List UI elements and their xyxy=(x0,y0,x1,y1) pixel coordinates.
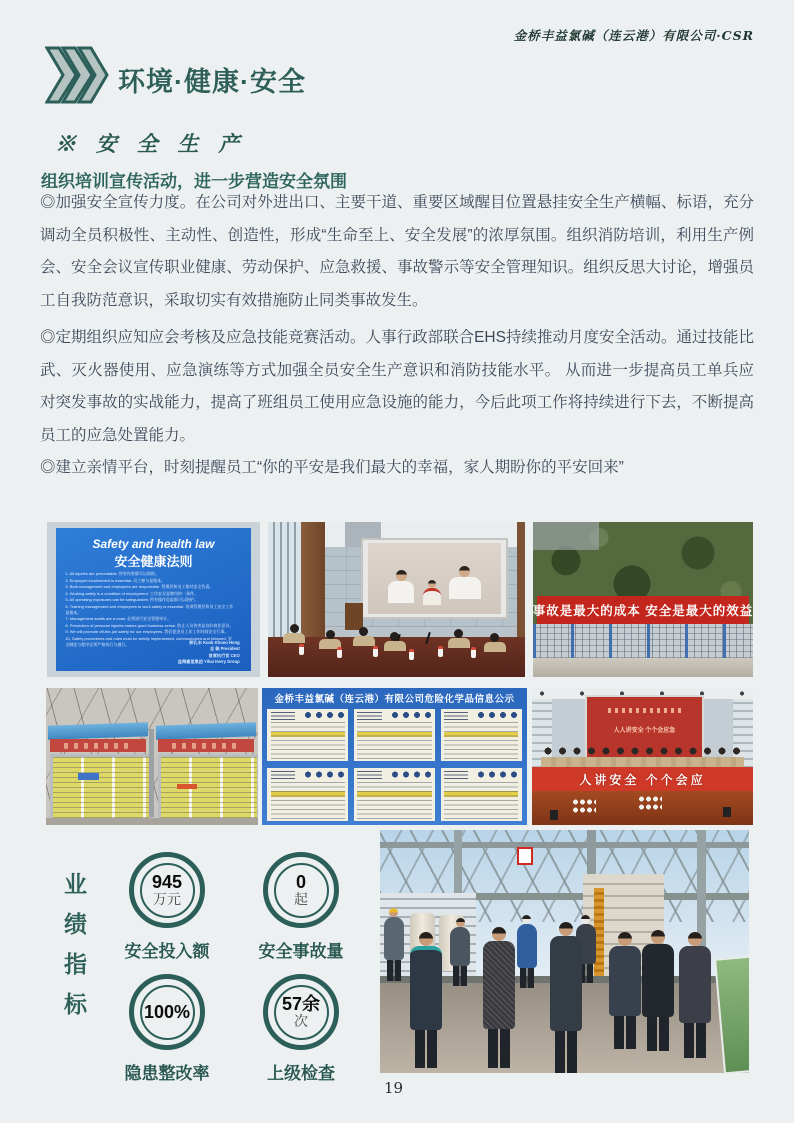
card-text-lines xyxy=(357,722,431,759)
chemical-card xyxy=(267,709,348,762)
hazard-icons xyxy=(303,712,345,718)
card-text-lines xyxy=(444,782,518,819)
slide-text: 人人讲安全 个个会应急 xyxy=(613,728,676,735)
chapter-title: 环境·健康·安全 xyxy=(118,67,306,97)
stat-value: 945 xyxy=(151,871,183,892)
page-number: 19 xyxy=(384,1079,404,1097)
card-id-block xyxy=(271,711,295,719)
person-figure xyxy=(410,932,442,1068)
microphone xyxy=(723,807,731,817)
attendee xyxy=(283,624,305,643)
card-id-block xyxy=(444,711,468,719)
board-title-en: Safety and health law xyxy=(92,536,215,551)
slogan-banner: 事故是最大的成本 安全是最大的效益 xyxy=(537,596,748,624)
fence xyxy=(533,624,753,658)
projection-screen xyxy=(361,538,509,620)
group-banner: 人讲安全 个个会应 xyxy=(532,767,753,790)
rule: 2. Employee involvement is essential. 员工参与是根本。 xyxy=(65,577,166,583)
stat-ring xyxy=(129,852,205,928)
child-figure xyxy=(423,580,441,613)
stat-ring xyxy=(263,974,339,1050)
stat-value: 57余 xyxy=(281,993,321,1014)
building-hint xyxy=(533,522,599,550)
signature-line: 总 裁 President xyxy=(209,646,240,652)
road xyxy=(533,658,753,677)
father-figure xyxy=(449,566,481,613)
rule: 7. Management audits are a must. 必须进行安全管理审计。 xyxy=(65,616,172,622)
hazard-icons xyxy=(476,771,518,777)
notice-patch xyxy=(78,773,99,780)
water-bottle xyxy=(409,649,414,660)
photo-site-inspection xyxy=(380,830,749,1073)
hazard-board-title: 金桥丰益氯碱（连云港）有限公司危险化学品信息公示 xyxy=(274,694,515,705)
card-id-block xyxy=(444,771,468,779)
card-text-lines xyxy=(357,782,431,819)
signature-line: 郭孔丰 Kuok Khoon Hong xyxy=(189,639,240,645)
notice-board xyxy=(158,754,258,822)
canopy xyxy=(48,722,148,739)
paragraph: ◎加强安全宣传力度。在公司对外进出口、主要干道、重要区域醒目位置悬挂安全生产横幅、标语，充分调动全员积极性、主动性、创造性，形成“生命至上、安全发展”的浓厚氛围。组织消防培训，利用生产例会、安全会议宣传职业健康、劳动保护、应急救援、事故警示等安全管理知识。组织反思大讨论，增强员工自我防范意识，采取切实有效措施防止同类事故发生。 xyxy=(40,194,754,309)
chemical-card xyxy=(267,768,348,821)
stat-inspections xyxy=(231,974,371,1084)
person-figure xyxy=(609,932,641,1049)
water-bottle xyxy=(438,646,443,657)
photo-bulletin-boards xyxy=(46,688,258,825)
bottle-cluster xyxy=(572,798,596,814)
notice-patch xyxy=(177,784,196,789)
rule: 8. Prevention of personal injuries makes good business sense. 防止人员伤害是良好商业意识。 xyxy=(65,622,234,628)
water-bottle xyxy=(373,646,378,657)
blue-board xyxy=(56,528,252,671)
water-bottle xyxy=(299,644,304,655)
paragraph: ◎定期组织应知应会考核及应急技能竞赛活动。人事行政部联合EHS持续推动月度安全活动。通过技能比武、灭火器使用、应急演练等方式加强全员安全生产意识和消防技能水平。 从而进一步提高员工单兵应对突发事故的实战能力，提高了班组员工使用应急设施的能力，今后此项工作将持续进行下去，不断提高员工的应急处置能力。 xyxy=(40,329,754,444)
hazard-icons xyxy=(303,771,345,777)
photo-hazard-board xyxy=(262,688,527,825)
stat-accidents xyxy=(231,852,371,962)
stat-value: 0 xyxy=(295,871,306,892)
truss-beam xyxy=(380,842,749,848)
rule: 9. We will promote off-the-job safety for our employees. 我们促进员工非工作时间安全行事。 xyxy=(65,629,229,635)
board-header-banner xyxy=(158,739,253,753)
mother-figure xyxy=(388,570,414,613)
stat-caption: 安全投入额 xyxy=(124,942,210,961)
hazard-icons xyxy=(390,771,432,777)
board-title-zh: 安全健康法则 xyxy=(114,554,193,569)
attendee xyxy=(319,630,341,649)
hazard-icons xyxy=(390,712,432,718)
stat-value: 100% xyxy=(143,1001,191,1022)
card-id-block xyxy=(357,771,381,779)
rule: 6. Training management and employees to work safely is essential. 培训管理层和员工安全工作是根本。 xyxy=(65,603,234,615)
stat-caption: 上级检查 xyxy=(267,1064,335,1083)
ground xyxy=(46,818,258,825)
signature-line: 益海嘉里集团 Yihai Kerry Group xyxy=(177,658,240,664)
stat-unit: 万元 xyxy=(153,892,181,909)
hazard-icons xyxy=(476,712,518,718)
wood-edge xyxy=(517,522,525,649)
stat-caption: 隐患整改率 xyxy=(124,1064,210,1083)
paragraph: ◎建立亲情平台，时刻提醒员工“你的平安是我们最大的幸福，家人期盼你的平安回来” xyxy=(40,459,624,476)
board-rules xyxy=(65,571,236,648)
stat-unit: 次 xyxy=(294,1014,308,1031)
slide-title-line xyxy=(608,708,682,712)
photo-meeting-room xyxy=(268,522,525,677)
chevrons-logo-icon xyxy=(45,46,109,104)
rule: 3. Both management and employees are responsible. 管理层和员工都对安全负责。 xyxy=(65,584,214,590)
rule: 1. All injuries are preventable. 所有伤害都可以预防。 xyxy=(65,570,159,576)
stat-caption: 安全事故量 xyxy=(258,942,344,961)
attendee xyxy=(448,629,470,648)
attendee xyxy=(384,632,406,651)
warning-sign xyxy=(517,847,533,865)
stat-ring xyxy=(263,852,339,928)
board-signature xyxy=(178,640,240,665)
stat-ring xyxy=(129,974,205,1050)
card-text-lines xyxy=(271,722,345,759)
chemical-card xyxy=(354,709,435,762)
rule: 4. Working safely is a condition of employment. 工作安全是聘用的一条件。 xyxy=(65,590,198,596)
person-figure xyxy=(517,915,537,988)
photo-fence-banner xyxy=(533,522,753,677)
card-id-block xyxy=(357,711,381,719)
rule: 10. Safety procedures and rules must be strictly implemented, communicated and followed. 安全制度与程序必须严格执行与遵行。 xyxy=(65,635,232,647)
water-bottle xyxy=(337,647,342,658)
rule: 5. All operating exposures can be safeguarded. 所有操作危险都可以防护。 xyxy=(65,597,199,603)
board-header-banner xyxy=(50,739,145,753)
chemical-card xyxy=(441,768,522,821)
microphone xyxy=(550,810,558,820)
card-text-lines xyxy=(271,782,345,819)
company-name: 金桥丰益氯碱（连云港）有限公司·CSR xyxy=(513,28,754,43)
person-figure xyxy=(679,932,711,1058)
stat-safety-investment xyxy=(97,852,237,962)
attendee xyxy=(353,627,375,646)
bottle-cluster xyxy=(638,795,662,811)
post xyxy=(149,729,154,817)
photo-safety-law-board xyxy=(47,522,260,677)
chemical-card xyxy=(441,709,522,762)
water-bottle xyxy=(471,647,476,658)
card-id-block xyxy=(271,771,295,779)
stat-rectification-rate xyxy=(97,974,237,1084)
section-heading: ※ 安 全 生 产 xyxy=(55,133,247,156)
person-figure xyxy=(450,918,470,986)
performance-indicators-label: 业绩指标 xyxy=(61,872,87,1032)
person-figure xyxy=(483,927,515,1068)
card-text-lines xyxy=(444,722,518,759)
photo-group-banner xyxy=(532,688,753,825)
stat-unit: 起 xyxy=(294,892,308,909)
signature-line: 首席执行官 CEO xyxy=(208,652,240,658)
chemical-card xyxy=(354,768,435,821)
sub-heading: 组织培训宣传活动，进一步营造安全氛围 xyxy=(41,172,347,191)
person-figure xyxy=(642,930,674,1052)
hazard-cards xyxy=(267,709,521,821)
attendee xyxy=(484,633,506,652)
canopy xyxy=(156,722,256,739)
person-figure xyxy=(550,922,582,1073)
notice-board xyxy=(50,754,151,822)
worker-figure xyxy=(384,908,404,981)
